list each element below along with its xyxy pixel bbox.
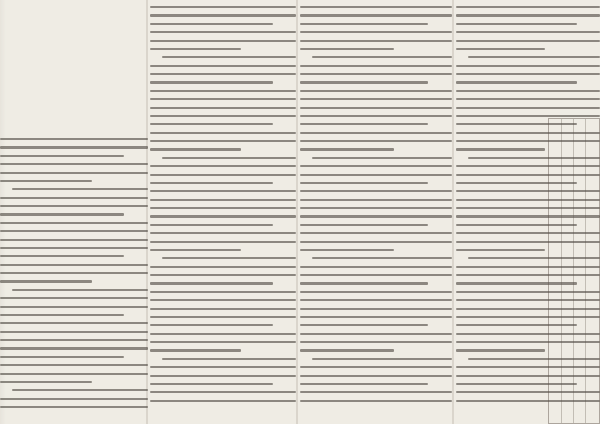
text-line	[150, 140, 296, 142]
text-line	[150, 316, 296, 318]
text-line	[0, 364, 148, 366]
text-line	[0, 247, 148, 249]
text-line	[150, 190, 296, 192]
label-rule	[573, 119, 574, 423]
text-line	[150, 232, 296, 234]
text-line	[150, 224, 273, 226]
text-line	[456, 98, 600, 100]
text-line	[312, 157, 452, 159]
text-line	[300, 207, 452, 209]
text-line	[0, 255, 124, 257]
text-line	[150, 349, 241, 351]
text-line	[300, 65, 452, 67]
text-line	[150, 400, 296, 402]
text-line	[150, 73, 296, 75]
text-line	[300, 123, 428, 125]
text-line	[0, 406, 148, 408]
text-line	[150, 115, 296, 117]
text-line	[300, 31, 452, 33]
text-line	[300, 282, 428, 284]
text-line	[0, 205, 148, 207]
text-line	[0, 155, 124, 157]
text-line	[162, 157, 296, 159]
text-line	[456, 349, 545, 351]
text-line	[150, 23, 273, 25]
text-line	[150, 341, 296, 343]
text-line	[300, 375, 452, 377]
text-line	[300, 140, 452, 142]
text-line	[150, 98, 296, 100]
text-line	[0, 314, 124, 316]
text-line	[456, 14, 600, 16]
text-line	[150, 274, 296, 276]
text-line	[0, 163, 148, 165]
text-line	[468, 56, 600, 58]
text-line	[0, 280, 92, 282]
date-due-label	[548, 118, 600, 424]
fold-line	[452, 0, 454, 424]
text-line	[312, 257, 452, 259]
text-line	[456, 107, 600, 109]
text-line	[300, 274, 452, 276]
text-line	[300, 400, 452, 402]
text-line	[0, 356, 124, 358]
text-line	[0, 297, 148, 299]
text-line	[300, 199, 452, 201]
text-line	[300, 316, 452, 318]
text-line	[0, 339, 148, 341]
text-line	[150, 375, 296, 377]
text-line	[300, 115, 452, 117]
text-line	[150, 215, 296, 217]
text-line	[0, 331, 148, 333]
text-line	[150, 241, 296, 243]
text-line	[0, 222, 148, 224]
text-line	[12, 188, 148, 190]
text-line	[300, 182, 428, 184]
text-line	[300, 148, 394, 150]
text-line	[150, 249, 241, 251]
text-line	[300, 266, 452, 268]
text-line	[456, 249, 545, 251]
text-line	[0, 272, 148, 274]
text-line	[300, 6, 452, 8]
text-column-3	[300, 0, 452, 424]
text-line	[0, 239, 148, 241]
text-line	[0, 264, 148, 266]
text-line	[162, 257, 296, 259]
text-line	[300, 174, 452, 176]
text-line	[150, 6, 296, 8]
text-line	[456, 31, 600, 33]
text-line	[150, 65, 296, 67]
text-line	[150, 282, 273, 284]
text-line	[300, 349, 394, 351]
text-line	[150, 90, 296, 92]
text-line	[0, 180, 92, 182]
label-rule	[585, 119, 586, 423]
text-line	[300, 324, 428, 326]
text-line	[300, 190, 452, 192]
text-line	[300, 391, 452, 393]
text-line	[162, 358, 296, 360]
text-line	[150, 333, 296, 335]
text-line	[0, 197, 148, 199]
text-line	[150, 148, 241, 150]
text-line	[150, 366, 296, 368]
text-line	[150, 266, 296, 268]
text-line	[0, 213, 124, 215]
text-line	[150, 291, 296, 293]
text-line	[150, 207, 296, 209]
text-line	[300, 308, 452, 310]
text-line	[300, 333, 452, 335]
text-line	[0, 138, 148, 140]
text-line	[300, 90, 452, 92]
text-line	[150, 132, 296, 134]
text-line	[456, 40, 600, 42]
text-line	[300, 299, 452, 301]
text-line	[300, 23, 428, 25]
text-lines	[300, 6, 452, 408]
text-line	[150, 31, 296, 33]
text-line	[12, 389, 148, 391]
text-line	[456, 81, 577, 83]
text-line	[162, 56, 296, 58]
text-line	[456, 6, 600, 8]
text-line	[150, 174, 296, 176]
text-line	[150, 299, 296, 301]
text-line	[312, 56, 452, 58]
text-line	[456, 90, 600, 92]
text-line	[12, 289, 148, 291]
text-line	[300, 366, 452, 368]
text-line	[300, 249, 394, 251]
text-line	[300, 341, 452, 343]
text-line	[300, 224, 428, 226]
text-line	[150, 182, 273, 184]
text-line	[300, 98, 452, 100]
text-line	[300, 81, 428, 83]
text-line	[300, 232, 452, 234]
text-line	[150, 165, 296, 167]
text-line	[456, 65, 600, 67]
text-line	[300, 291, 452, 293]
text-line	[0, 146, 148, 148]
text-line	[150, 324, 273, 326]
text-line	[456, 48, 545, 50]
text-line	[0, 373, 148, 375]
text-lines	[0, 138, 148, 414]
text-line	[300, 40, 452, 42]
text-line	[150, 81, 273, 83]
text-line	[150, 123, 273, 125]
label-rule	[561, 119, 562, 423]
text-line	[150, 107, 296, 109]
text-line	[456, 23, 577, 25]
text-line	[0, 230, 148, 232]
text-lines	[150, 6, 296, 408]
text-column-1	[0, 0, 148, 424]
text-line	[300, 241, 452, 243]
fold-line	[296, 0, 298, 424]
text-line	[150, 308, 296, 310]
text-line	[0, 172, 148, 174]
text-line	[300, 165, 452, 167]
text-line	[150, 199, 296, 201]
text-line	[150, 383, 273, 385]
text-line	[0, 306, 148, 308]
text-line	[0, 381, 92, 383]
text-line	[300, 383, 428, 385]
text-line	[300, 73, 452, 75]
text-line	[0, 347, 148, 349]
text-line	[0, 322, 148, 324]
text-line	[456, 115, 600, 117]
text-line	[150, 40, 296, 42]
text-line	[150, 14, 296, 16]
text-line	[300, 48, 394, 50]
text-line	[300, 132, 452, 134]
text-line	[300, 14, 452, 16]
text-line	[456, 73, 600, 75]
text-line	[312, 358, 452, 360]
text-line	[150, 48, 241, 50]
text-line	[300, 107, 452, 109]
text-line	[300, 215, 452, 217]
text-line	[0, 398, 148, 400]
text-line	[456, 148, 545, 150]
text-column-2	[150, 0, 296, 424]
text-line	[150, 391, 296, 393]
